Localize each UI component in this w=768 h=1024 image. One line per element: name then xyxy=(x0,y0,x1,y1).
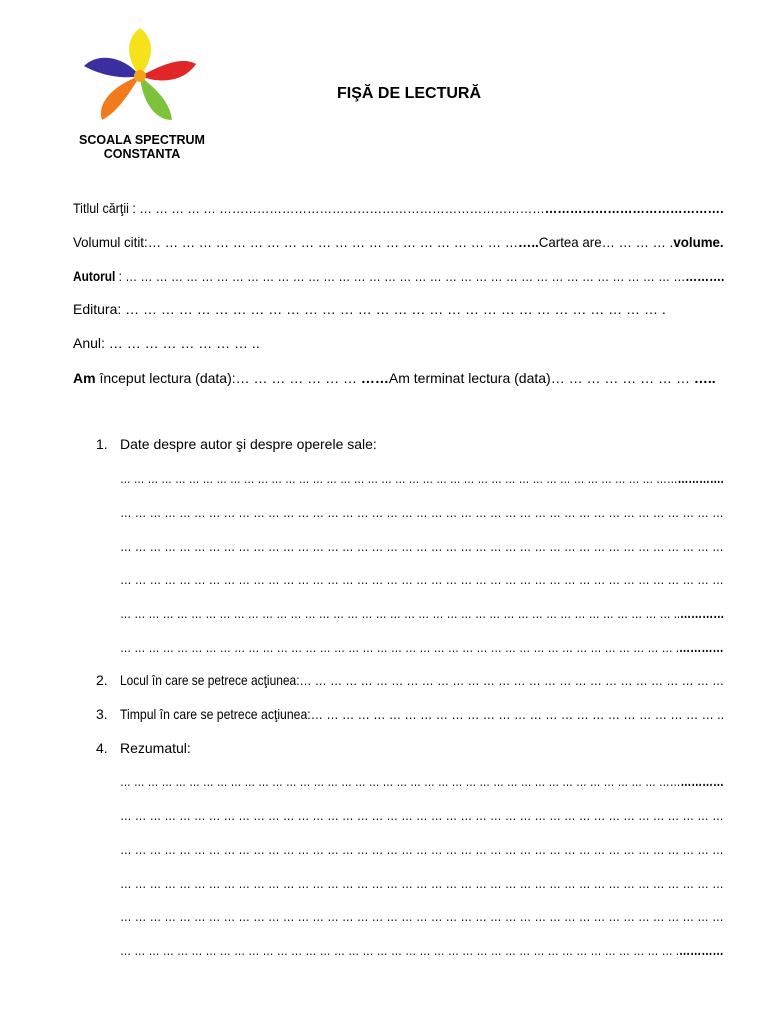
logo-center xyxy=(134,70,146,82)
section-4-line-dots: … … … … … … … … … … … … … … … … … … … … … … … … … … … … … … … … … … … … … … … … … xyxy=(120,841,724,857)
section-1-label: Date despre autor şi despre operele sale: xyxy=(120,436,377,452)
field-volume-dots: … … … … … … … … … … … … … … … … … … … … … … xyxy=(147,234,519,250)
section-1-line xyxy=(120,604,724,622)
section-1-line-dots: … … … … … … … … … … … … … … … … … … … … … … … … … … … … … … … … … … … … … … … .. xyxy=(120,605,680,621)
section-4-line xyxy=(120,806,724,824)
section-1-line-dots: … … … … … … … … … … … … … … … … … … … … … … … … … … … … … … … … … … … … … … … . xyxy=(120,639,680,655)
field-author-dots-bold: ………. xyxy=(685,268,725,284)
section-4-line xyxy=(120,840,724,858)
section-3 xyxy=(120,705,724,723)
field-publisher xyxy=(73,300,666,318)
section-3-number: 3. xyxy=(96,706,108,722)
section-1-line-dots: … … … … … … … … … … … … … … … … … … … … … … … … … … … … … … … … … … … … … … … … … xyxy=(120,504,724,520)
section-1-line-dots: … … … … … … … … … … … … … … … … … … … … … … … … … … … … … … … … … … … … … … … … … xyxy=(120,538,724,554)
field-start-dots: … … … … … … … xyxy=(235,370,357,386)
field-title-label: Titlul cărţii : xyxy=(73,200,136,216)
field-volumes-word: volume. xyxy=(673,234,724,250)
section-2-number: 2. xyxy=(96,672,108,688)
school-name-line1: SCOALA SPECTRUM xyxy=(79,133,205,147)
school-name xyxy=(68,133,216,161)
section-4-line-tail: ………… xyxy=(679,942,724,958)
section-4-line xyxy=(120,874,724,892)
field-author-label: Autorul xyxy=(73,268,116,284)
field-end-dots-bold: ….. xyxy=(689,370,716,386)
field-title xyxy=(73,199,724,217)
section-1-line-tail: ………… xyxy=(679,605,725,621)
field-start-label: început lectura (data): xyxy=(95,370,236,386)
school-logo xyxy=(80,26,200,126)
logo-petal-green xyxy=(140,76,172,120)
section-4-line xyxy=(120,907,724,925)
section-4-line xyxy=(120,772,724,790)
section-1-line xyxy=(120,570,724,588)
field-book-has: Cartea are xyxy=(538,234,602,250)
field-title-dots: … … … … … …………………………………………………………………… xyxy=(135,200,545,216)
section-2-label: Locul în care se petrece acţiunea: xyxy=(120,672,300,688)
field-end-label: Am terminat lectura (data) xyxy=(388,370,551,386)
section-4-line-tail: ………… xyxy=(680,773,724,789)
field-volume xyxy=(73,233,724,251)
section-4-number: 4. xyxy=(96,740,108,756)
field-reading-dates xyxy=(73,369,716,387)
field-start-dots-bold: …… xyxy=(356,370,389,386)
field-title-dots-bold: ……………………………………. xyxy=(544,200,724,216)
logo-petal-orange xyxy=(101,76,140,120)
section-3-label: Timpul în care se petrece acţiunea: xyxy=(120,706,311,722)
field-publisher-dots: … … … … … … … … … … … … … … … … … … … … … … … … … … … … … … . xyxy=(121,301,666,317)
field-book-has-dots: … … … … . xyxy=(601,234,674,250)
field-author xyxy=(73,267,724,285)
field-year-dots: … … … … … … … … .. xyxy=(104,335,260,351)
section-4-label: Rezumatul: xyxy=(120,740,191,756)
logo-petal-red xyxy=(140,61,196,80)
field-year-label: Anul: xyxy=(73,335,105,351)
section-2-dots: … … … … … … … … … … … … … … … … … … … … … … … … … … … … xyxy=(299,672,725,688)
section-1-line-tail: ………… xyxy=(679,639,724,655)
section-4-line-dots: … … … … … … … … … … … … … … … … … … … … … … … … … … … … … … … … … … … … … … … … … xyxy=(120,807,724,823)
section-1-line-dots: … … … … … … … … … … … … … … … … … … … … … … … … … … … … … … … … … … … … … … … … … xyxy=(120,571,724,587)
section-4-line-dots: … … … … … … … … … … … … … … … … … … … … … … … … … … … … … … … … … … … … … … … . xyxy=(120,942,680,958)
field-publisher-label: Editura: xyxy=(73,301,122,317)
section-1-line xyxy=(120,469,724,487)
section-4-line xyxy=(120,941,724,959)
field-volume-dots-bold: ….. xyxy=(518,234,539,250)
section-1-line xyxy=(120,503,724,521)
section-1-line xyxy=(120,537,724,555)
field-year xyxy=(73,334,260,352)
field-author-dots: : … … … … … … … … … … … … … … … … … … … … … … … … … … … … … … … … … … … … … xyxy=(115,268,686,284)
field-start-am: Am xyxy=(73,370,96,386)
section-2 xyxy=(120,671,724,689)
section-4-line-dots: … … … … … … … … … … … … … … … … … … … … … … … … … … … … … … … … … … … … … … … … … xyxy=(120,908,724,924)
section-3-dots: … … … … … … … … … … … … … … … … … … … … … … … … … … .. xyxy=(310,706,725,722)
section-1-line xyxy=(120,638,724,656)
section-4-line-dots: … … … … … … … … … … … … … … … … … … … … … … … … … … … … … … … … … … … … … … … … … xyxy=(120,875,724,891)
section-4-line-dots: … … … … … … … … … … … … … … … … … … … … … … … … … … … … … … … … … … … … … … … …… xyxy=(120,773,681,789)
field-volume-label: Volumul citit: xyxy=(73,234,148,250)
page-title: FIŞĂ DE LECTURĂ xyxy=(337,85,481,102)
school-name-line2: CONSTANTA xyxy=(103,147,181,161)
field-end-dots: … … … … … … … … xyxy=(550,370,690,386)
section-1-number: 1. xyxy=(96,436,108,452)
section-1-line-dots: … … … … … … … … … … … … … … … … … … … … … … … … … … … … … … … … … … … … … … … …… xyxy=(120,470,678,486)
section-1-line-tail: …………. xyxy=(677,470,724,486)
